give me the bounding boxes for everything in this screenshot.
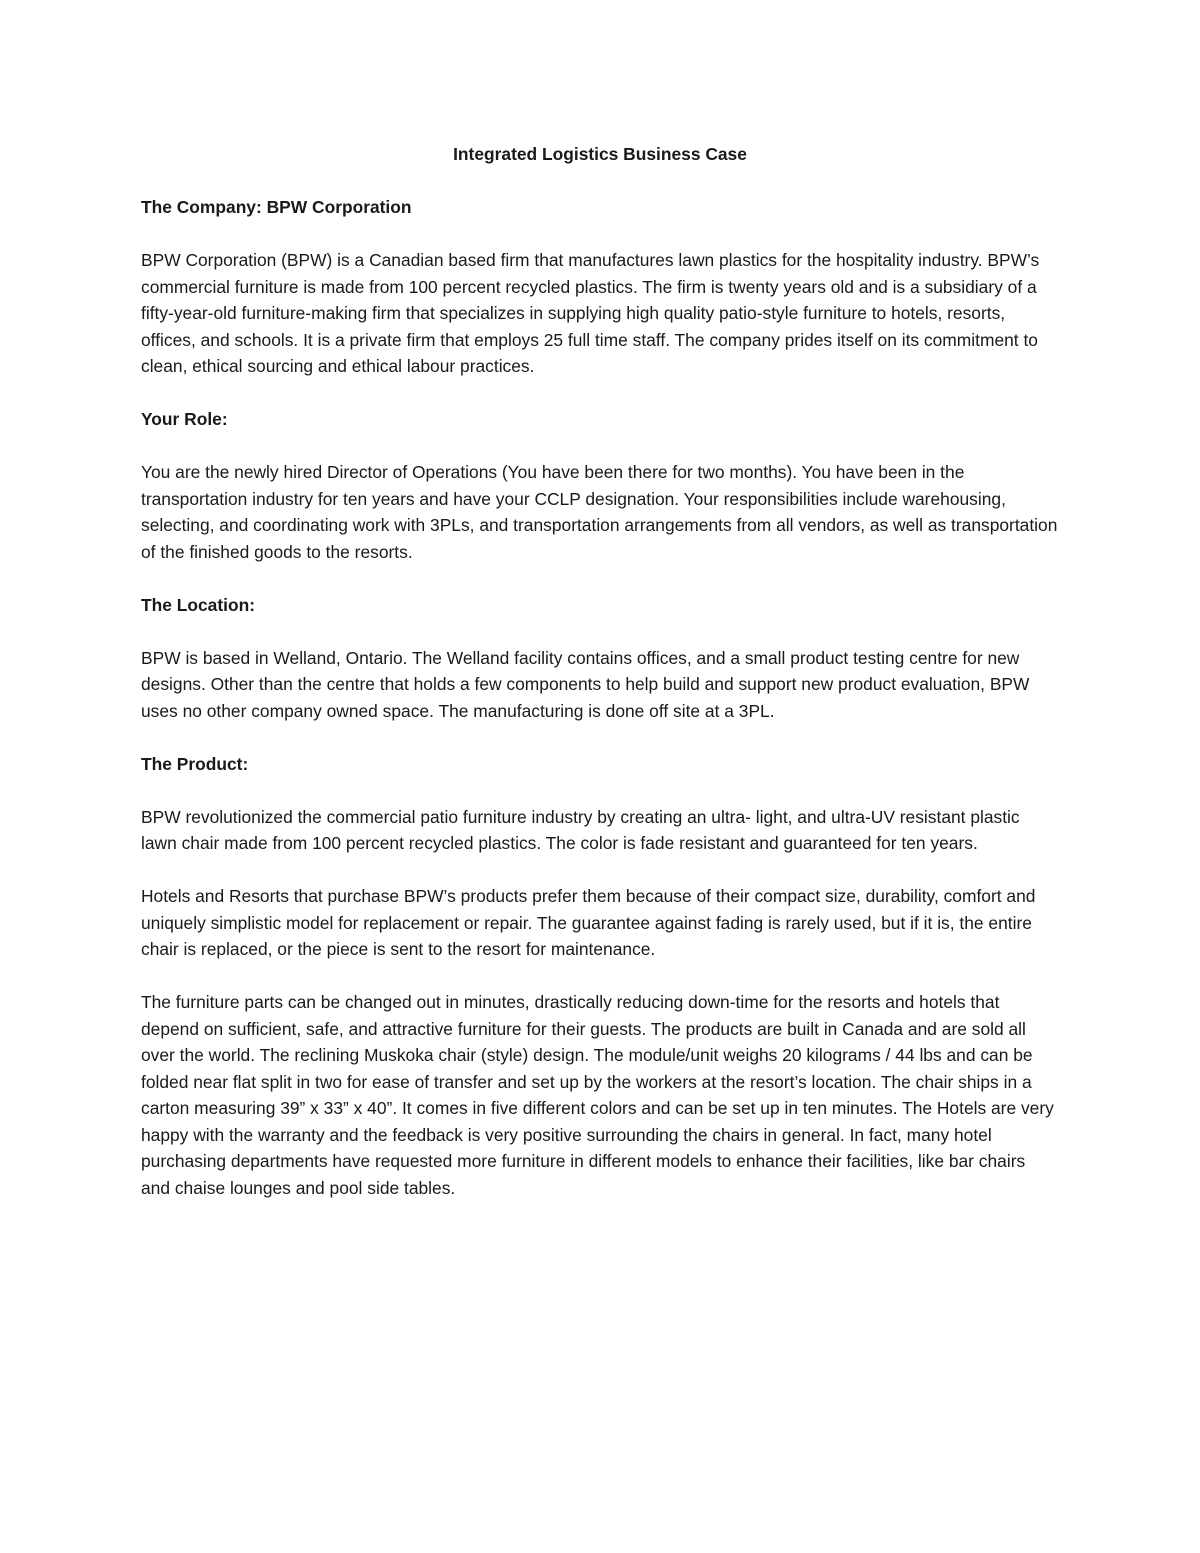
section-role [141, 406, 1059, 565]
section-heading-product: The Product: [141, 753, 249, 774]
section-heading-location: The Location: [141, 594, 255, 615]
product-paragraph-1: BPW revolutionized the commercial patio furniture industry by creating an ultra- light, and ultra-UV resistant plastic lawn chair made from 100 percent recycled plastics. The color is fade resistant and guaranteed for ten years. [141, 806, 1020, 853]
section-location [141, 592, 1059, 725]
document-title: Integrated Logistics Business Case [453, 144, 747, 164]
section-company [141, 194, 1059, 380]
section-heading-company: The Company: BPW Corporation [141, 197, 412, 217]
section-product [141, 751, 1059, 1202]
product-paragraph-2: Hotels and Resorts that purchase BPW’s products prefer them because of their compact size, durability, comfort and uniquely simplistic model for replacement or repair. The guarantee against fading is rarely used, but if it is, the entire chair is replaced, or the piece is sent to the resort for maintenance. [141, 886, 1036, 959]
section-heading-role: Your Role: [141, 409, 228, 429]
role-paragraph: You are the newly hired Director of Operations (You have been there for two months). You have been in the transportation industry for ten years and have your CCLP designation. Your responsibilities include warehousing, selecting, and coordinating work with 3PLs, and transportation arrangements from all vendors, as well as transportation of the finished goods to the resorts. [141, 462, 1058, 562]
product-paragraph-3: The furniture parts can be changed out in minutes, drastically reducing down-time for the resorts and hotels that depend on sufficient, safe, and attractive furniture for their guests. The products are built in Canada and are sold all over the world. The reclining Muskoka chair (style) design. The module/unit weighs 20 kilograms / 44 lbs and can be folded near flat split in two for ease of transfer and set up by the workers at the resort’s location. The chair ships in a carton measuring 39” x 33” x 40”. It comes in five different colors and can be set up in ten minutes. The Hotels are very happy with the warranty and the feedback is very positive surrounding the chairs in general. In fact, many hotel purchasing departments have requested more furniture in different models to enhance their facilities, like bar chairs and chaise lounges and pool side tables. [141, 992, 1054, 1198]
company-paragraph: BPW Corporation (BPW) is a Canadian based firm that manufactures lawn plastics for the hospitality industry. BPW’s commercial furniture is made from 100 percent recycled plastics. The firm is twenty years old and is a subsidiary of a fifty-year-old furniture-making firm that specializes in supplying high quality patio-style furniture to hotels, resorts, offices, and schools. It is a private firm that employs 25 full time staff. The company prides itself on its commitment to clean, ethical sourcing and ethical labour practices. [141, 250, 1040, 376]
document-body [141, 141, 1059, 1228]
location-paragraph: BPW is based in Welland, Ontario. The Welland facility contains offices, and a small product testing centre for new designs. Other than the centre that holds a few components to help build and support new product evaluation, BPW uses no other company owned space. The manufacturing is done off site at a 3PL. [141, 647, 1030, 721]
